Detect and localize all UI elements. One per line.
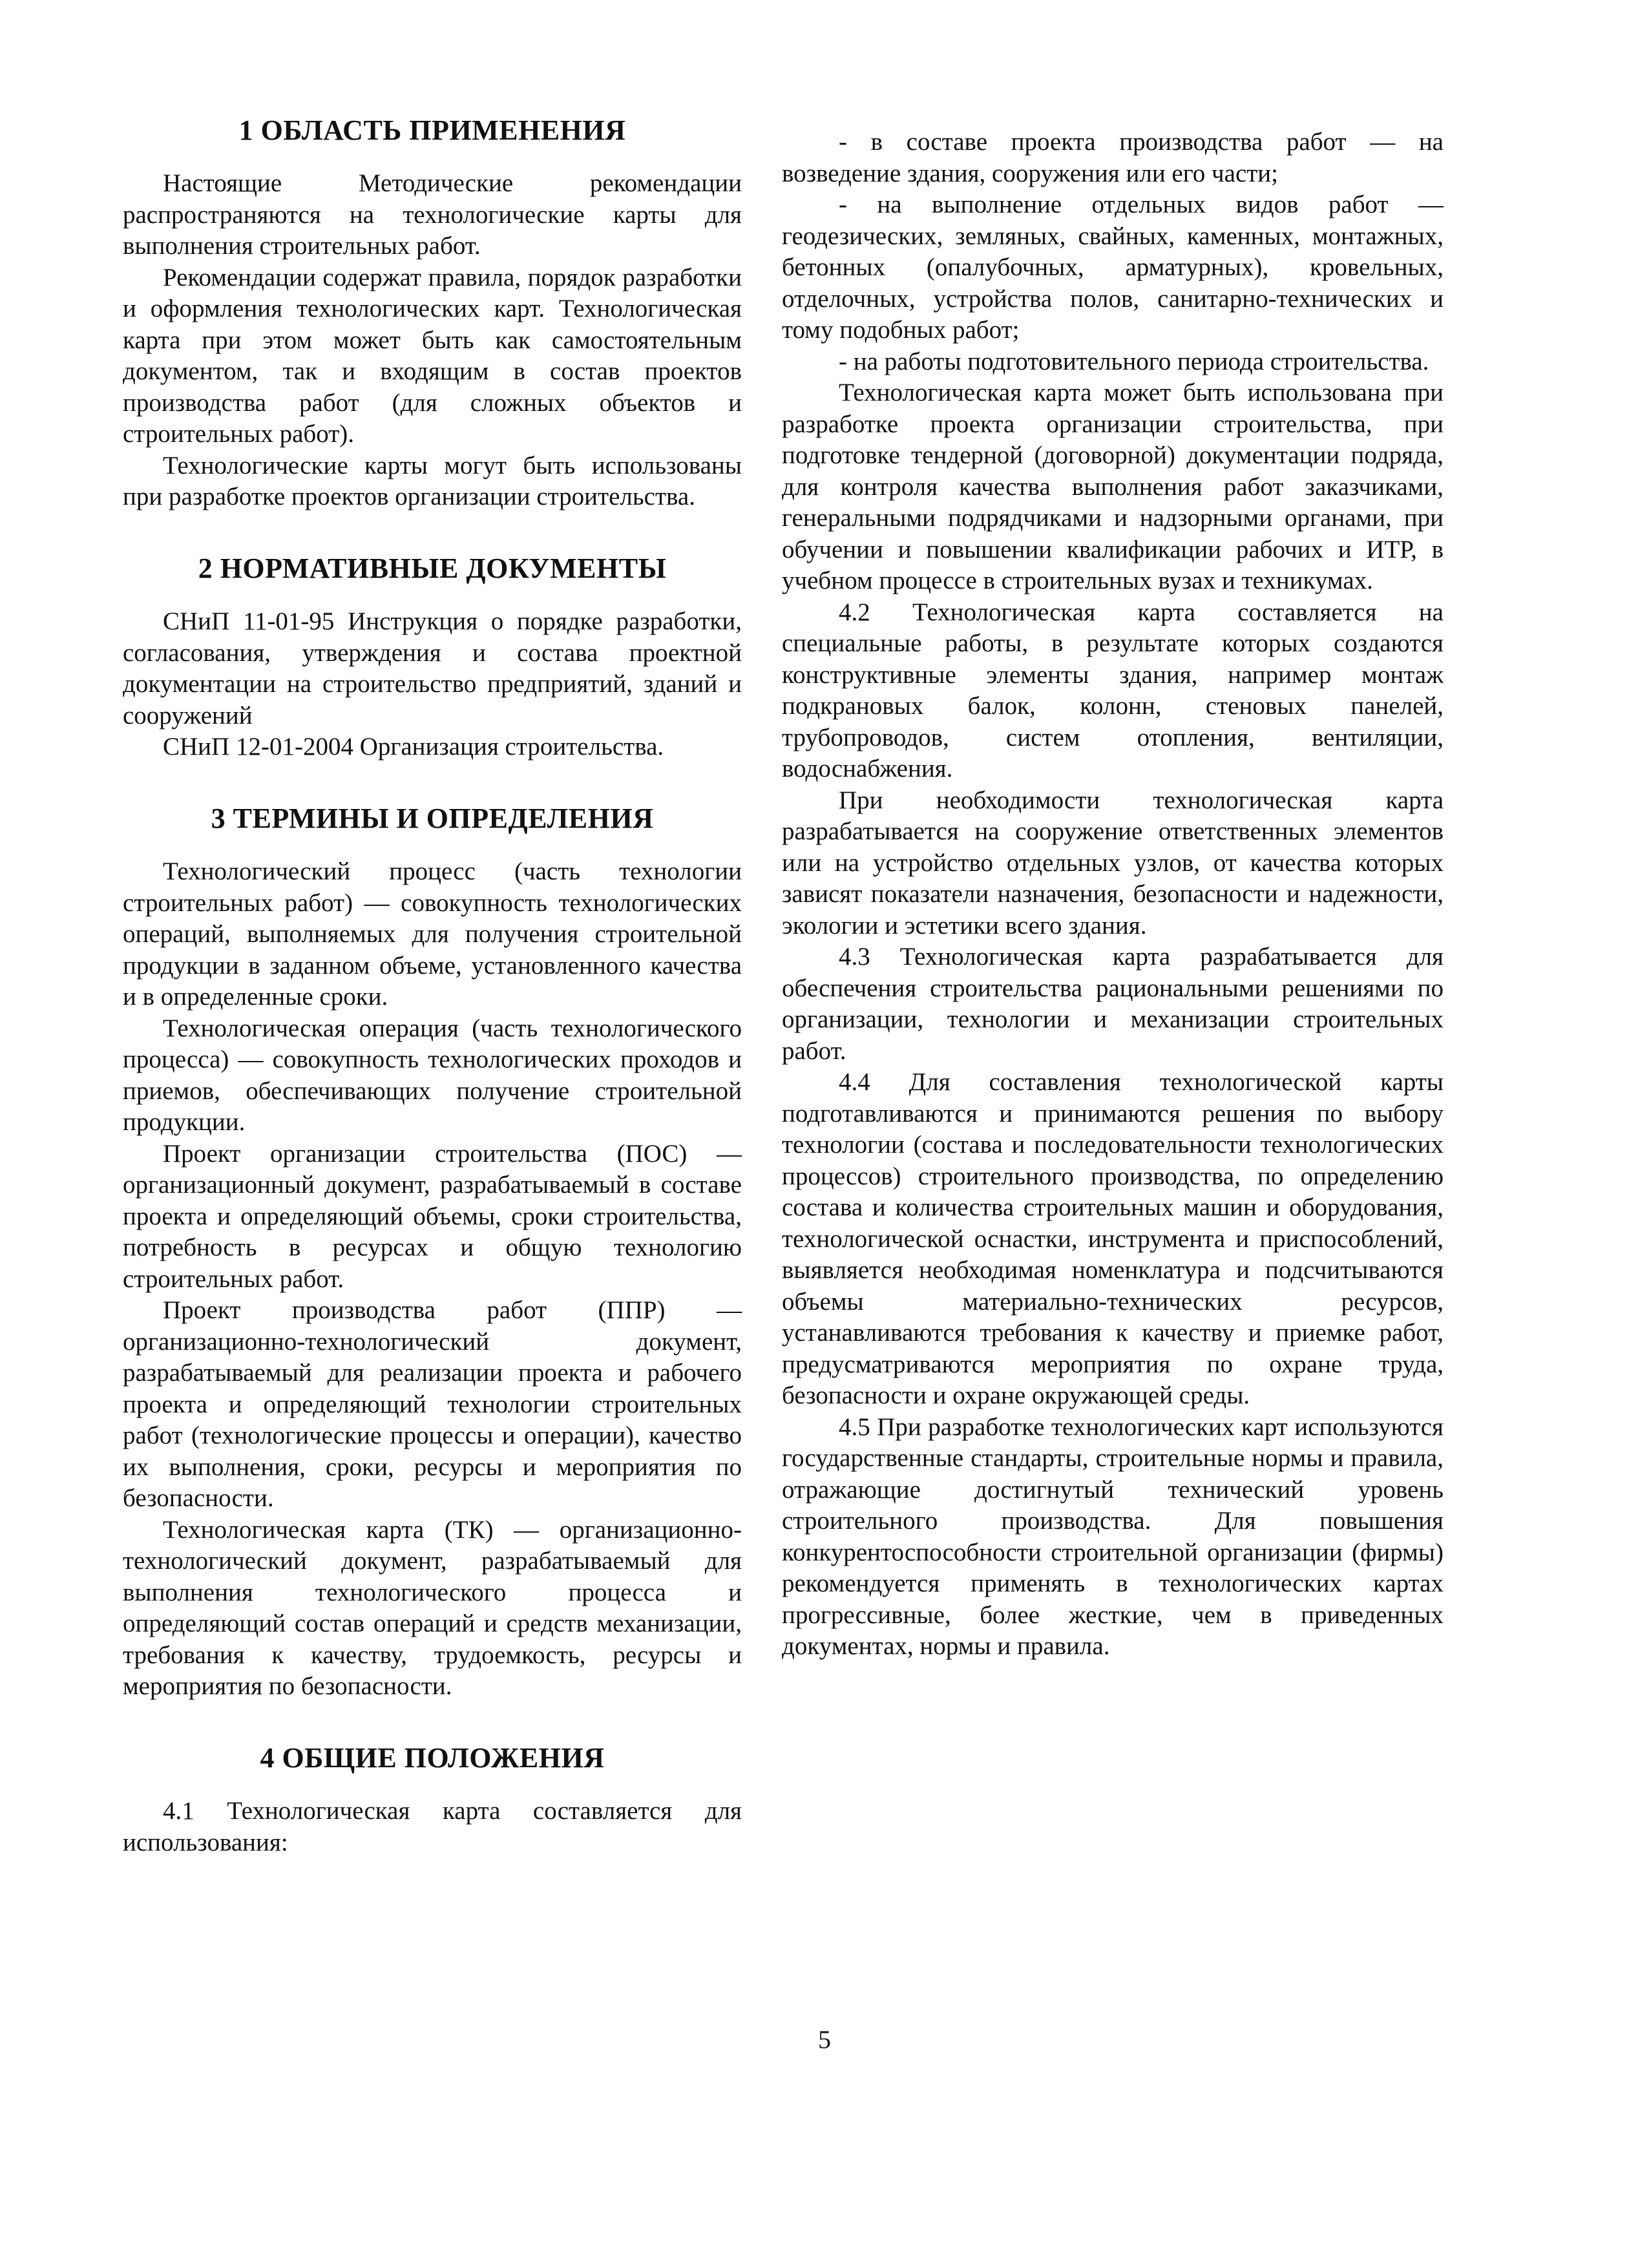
section-2-heading: 2 НОРМАТИВНЫЕ ДОКУМЕНТЫ [198,552,667,584]
page-number: 5 [818,2025,831,2054]
usage-item-1: - в составе проекта производства работ — на возведение здания, сооружения или его части; [782,128,1444,187]
section-2-paragraph-1: СНиП 11-01-95 Инструкция о порядке разработки, согласования, утверждения и состава проектной документации на строительство предприятий, зданий и сооружений [123,607,742,730]
clause-4-5: 4.5 При разработке технологических карт используются государственные стандарты, строительные нормы и правила, отражающие достигнутый технический уровень строительного производства. Для повышения конкурентоспособности строительной организации (фирмы) рекомендуется применять в технологических картах прогрессивные, более жесткие, чем в приведенных документах, нормы и правила. [782,1412,1444,1660]
right-column [782,127,1444,1663]
clause-4-4: 4.4 Для составления технологической карты подготавливаются и принимаются решения по выбору технологии (состава и последовательности технологических процессов) строительного производства, по определению состава и количества строительных машин и оборудования, технологической оснастки, инструмента и приспособлений, выявляется необходимая номенклатура и подсчитываются объемы материально-технических ресурсов, устанавливаются требования к качеству и приемке работ, предусматриваются мероприятия по охране труда, безопасности и охране окружающей среды. [782,1068,1444,1409]
section-3-paragraph-3: Проект организации строительства (ПОС) — организационный документ, разрабатываемый в составе проекта и определяющий объемы, сроки строительства, потребность в ресурсах и общую технологию строительных работ. [123,1139,742,1293]
right-paragraph-1: Технологическая карта может быть использована при разработке проекта организации строительства, при подготовке тендерной (договорной) документации подряда, для контроля качества выполнения работ заказчиками, генеральными подрядчиками и надзорными органами, при обучении и повышении квалификации рабочих и ИТР, в учебном процессе в строительных вузах и техникумах. [782,379,1444,594]
section-1-paragraph-1: Настоящие Методические рекомендации распространяются на технологические карты для выполнения строительных работ. [123,169,742,260]
clause-4-3: 4.3 Технологическая карта разрабатывается для обеспечения строительства рациональными решениями по организации, технологии и механизации строительных работ. [782,943,1444,1065]
usage-item-3: - на работы подготовительного периода строительства. [839,347,1429,375]
section-3-paragraph-1: Технологический процесс (часть технологии строительных работ) — совокупность технологических операций, выполняемых для получения строительной продукции в заданном объеме, установленного качества и в определенные сроки. [123,857,742,1011]
section-4-paragraph-1: 4.1 Технологическая карта составляется для использования: [123,1797,742,1856]
section-3-paragraph-5: Технологическая карта (ТК) — организационно-технологический документ, разрабатываемый для выполнения технологического процесса и определяющий состав операций и средств механизации, требования к качеству, трудоемкость, ресурсы и мероприятия по безопасности. [123,1515,742,1701]
section-1-heading: 1 ОБЛАСТЬ ПРИМЕНЕНИЯ [238,114,626,146]
section-3-paragraph-2: Технологическая операция (часть технологического процесса) — совокупность технологических проходов и приемов, обеспечивающих получение строительной продукции. [123,1014,742,1137]
section-1-paragraph-3: Технологические карты могут быть использованы при разработке проектов организации строительства. [123,451,742,511]
left-column [123,115,742,1858]
usage-item-2: - на выполнение отдельных видов работ — геодезических, земляных, свайных, каменных, монтажных, бетонных (опалубочных, арматурных), кровельных, отделочных, устройства полов, санитарно-технических и тому подобных работ; [782,191,1444,344]
section-3-paragraph-4: Проект производства работ (ППР) — организационно-технологический документ, разрабатываемый для реализации проекта и рабочего проекта и определяющий технологии строительных работ (технологические процессы и операции), качество их выполнения, сроки, ресурсы и мероприятия по безопасности. [123,1296,742,1513]
clause-4-2: 4.2 Технологическая карта составляется на специальные работы, в результате которых создаются конструктивные элементы здания, например монтаж подкрановых балок, колонн, стеновых панелей, трубопроводов, систем отопления, вентиляции, водоснабжения. [782,598,1444,782]
section-3-heading: 3 ТЕРМИНЫ И ОПРЕДЕЛЕНИЯ [211,802,654,834]
section-1-paragraph-2: Рекомендации содержат правила, порядок разработки и оформления технологических карт. Технологическая карта при этом может быть как самостоятельным документом, так и входящим в состав проектов производства работ (для сложных объектов и строительных работ). [123,263,742,448]
right-paragraph-3: При необходимости технологическая карта разрабатывается на сооружение ответственных элементов или на устройство отдельных узлов, от качества которых зависят показатели назначения, безопасности и надежности, экологии и эстетики всего здания. [782,786,1444,940]
section-4-heading: 4 ОБЩИЕ ПОЛОЖЕНИЯ [260,1741,605,1774]
section-2-paragraph-2: СНиП 12-01-2004 Организация строительства. [163,733,664,761]
